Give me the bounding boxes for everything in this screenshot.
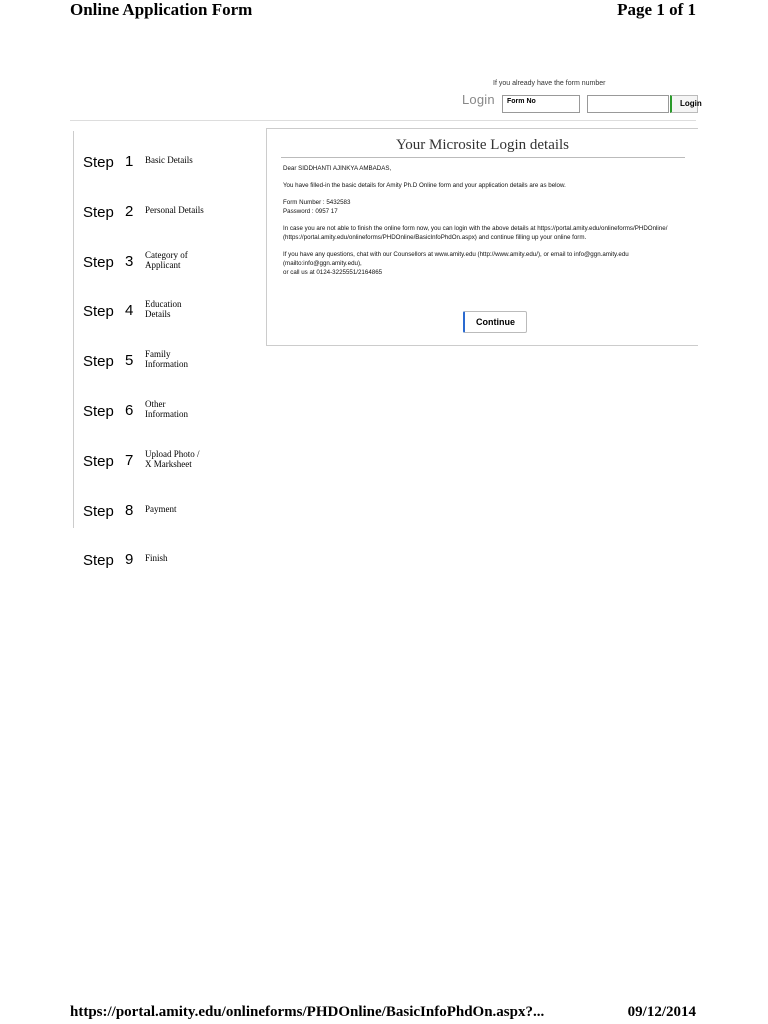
contact-info [283,250,693,277]
print-header-title: Online Application Form [70,0,253,19]
contact-line-1: If you have any questions, chat with our Counsellors at www.amity.edu (http://www.amity.edu/), or email to info@ggn.amity.edu (mailto:info@ggn.amity.edu), [283,251,629,267]
step-number: 2 [125,202,134,220]
step-word: Step [83,502,114,520]
greeting-text: Dear SIDDHANTI AJINKYA AMBADAS, [283,165,392,172]
step-number: 9 [125,551,134,569]
step-label-line: X Marksheet [145,458,192,469]
form-number-input[interactable]: Form No [502,95,580,113]
finish-note-text: In case you are not able to finish the online form now, you can login with the above details at https://portal.amity.edu/onlineforms/PHDOnline/ (https://portal.amity.edu/onlineforms/PHDOnline/BasicInfoPhdOn.aspx) and continue filling up your online form. [283,225,668,241]
panel-divider [281,157,685,158]
step-label [145,553,227,563]
step-word: Step [83,154,114,171]
step-label-line: Information [145,409,188,419]
step-label-line: Family [145,349,171,360]
step-item-7[interactable] [83,445,233,485]
step-word: Step [83,552,114,570]
step-label [145,205,227,215]
step-word: Step [83,303,114,321]
step-number: 7 [125,451,134,469]
step-item-3[interactable] [83,246,233,286]
steps-border [73,131,74,528]
login-button[interactable]: Login [670,95,698,113]
step-label [145,250,227,270]
contact-line-2: or call us at 0124-3225551/2164865 [283,269,383,276]
login-details-panel [266,128,698,346]
step-label-line: Personal Details [145,204,204,215]
password-text: Password : 0957 17 [283,208,338,215]
print-footer [70,1004,696,1024]
step-item-9[interactable] [83,544,233,584]
print-header [70,0,696,22]
credentials [283,198,693,216]
step-word: Step [83,253,114,271]
step-label-line: Finish [145,553,168,564]
print-footer-date: 09/12/2014 [627,1004,696,1020]
step-label-line: Details [145,309,171,320]
print-header-page-number: Page 1 of 1 [617,0,696,19]
step-word: Step [83,403,114,420]
panel-title: Your Microsite Login details [395,137,570,153]
panel-body [283,164,693,285]
continue-button[interactable]: Continue [463,311,527,333]
password-input[interactable] [587,95,669,113]
step-number: 6 [125,402,134,419]
intro-text: You have filled-in the basic details for Amity Ph.D Online form and your application details are as below. [283,182,566,189]
step-number: 4 [125,302,134,320]
step-word: Step [83,203,114,221]
step-number: 3 [125,252,134,270]
step-label-line: Applicant [145,259,181,270]
step-item-6[interactable] [83,395,233,435]
step-word: Step [83,452,114,470]
step-number: 1 [125,153,134,170]
form-number-text: Form Number : 5432583 [283,199,351,206]
step-label [145,299,227,319]
step-label-line: Upload Photo / [145,448,200,459]
print-footer-url: https://portal.amity.edu/onlineforms/PHDOnline/BasicInfoPhdOn.aspx?... [70,1004,545,1020]
step-item-8[interactable] [83,495,233,535]
step-item-1[interactable] [83,146,233,186]
step-label [145,504,227,514]
step-label [145,449,227,469]
header-divider [70,120,696,121]
step-label-line: Education [145,299,182,310]
step-item-2[interactable] [83,196,233,236]
step-label [145,155,227,165]
step-number: 5 [125,352,134,370]
login-hint: If you already have the form number [493,80,606,87]
step-label-line: Information [145,359,188,370]
step-label-line: Basic Details [145,155,193,165]
step-item-4[interactable] [83,295,233,335]
step-label-line: Other [145,399,166,409]
step-word: Step [83,353,114,371]
step-item-5[interactable] [83,345,233,385]
step-label [145,349,227,369]
login-bar [462,80,702,116]
step-label-line: Payment [145,503,177,514]
step-label [145,399,227,419]
step-label-line: Category of [145,249,188,260]
login-label: Login [462,92,495,107]
step-number: 8 [125,501,134,519]
